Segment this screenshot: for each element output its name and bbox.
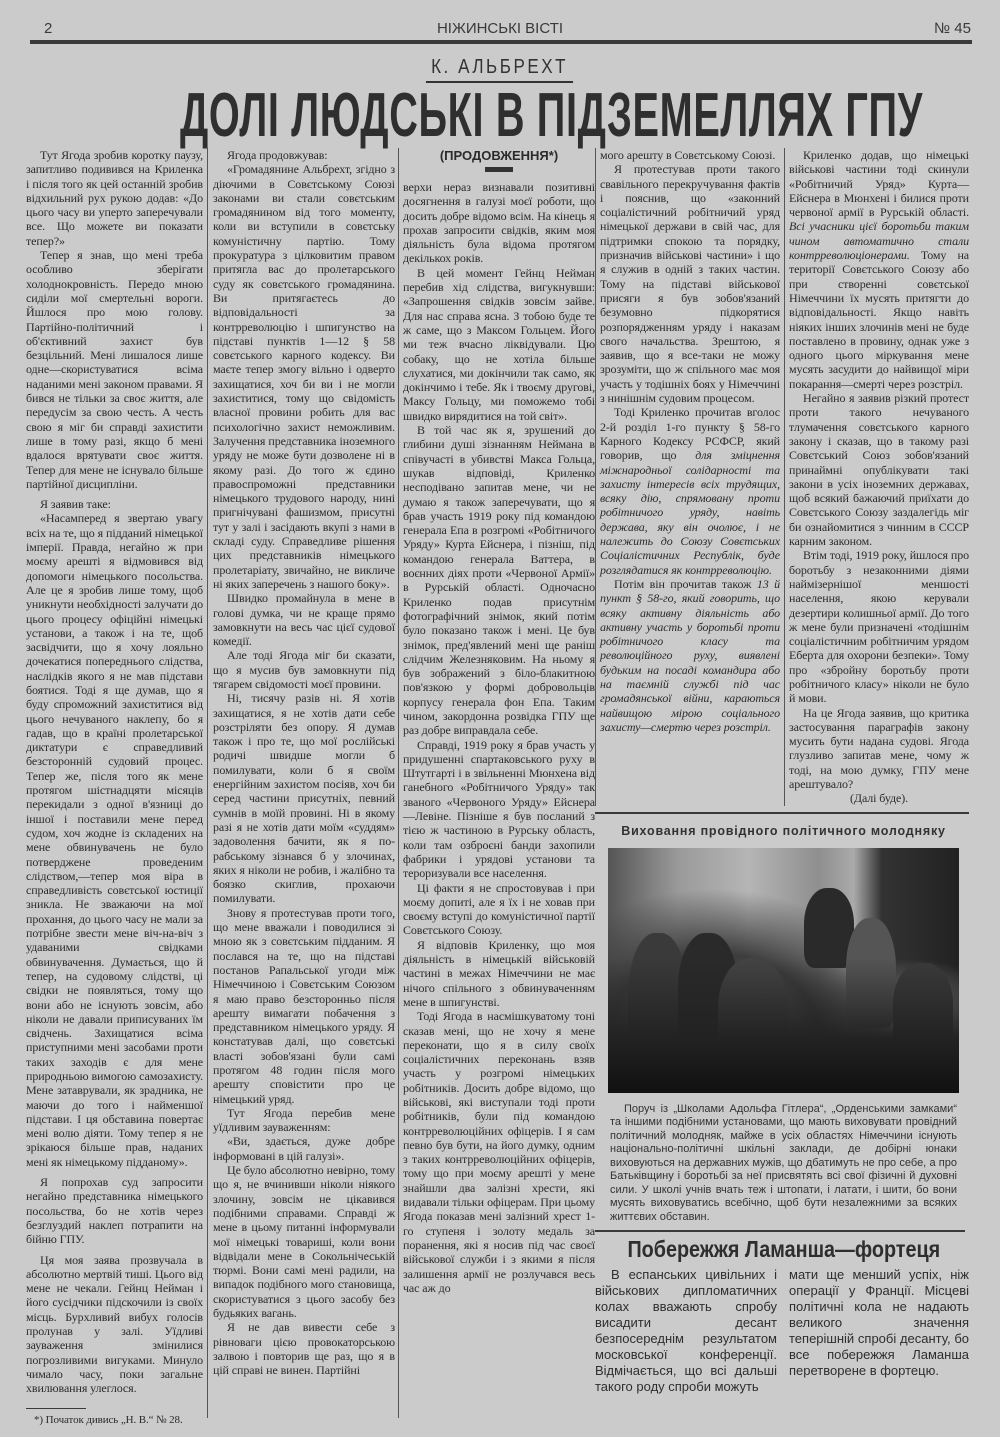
news-photo xyxy=(608,848,959,1093)
to-be-continued: (Далі буде). xyxy=(849,791,909,806)
second-headline-wrap xyxy=(595,1236,972,1263)
column-3 xyxy=(403,180,595,1295)
emphasis: Всі учасники цієї боротьби таким чином автоматично стали контрреволюціонерами. xyxy=(789,219,969,263)
text: Потім він прочитав також xyxy=(614,576,757,591)
paragraph: верхи нераз визнавали позитивні досягнення в галузі моєї роботи, що досить добре відомо всім. На кінець я прохав запросити свідків, яким моя діяльність була відома протягом декількох років. xyxy=(403,180,595,266)
newspaper-name: НІЖИНСЬКІ ВІСТІ xyxy=(436,20,564,37)
paragraph: Тепер я знав, що мені треба особливо зберігати холоднокровність. Передо мною сиділи мої смертельні вороги. Йшлося про мою голову. Партійно-політичний і об'єктивний захист був безцільний. Мені лишалося лише одне—скористуватися всіма наданими мені законом правами. Я бився не тільки за своє життя, але передусім за свою честь. А честь свою я міг би справді захистити лише в тому разі, якщо б мені вдалося врятувати своє життя. Тепер для мене не існувало більше партійної дисципліни. xyxy=(26,248,203,491)
photo-title: Виховання провідного політичного молодняку xyxy=(621,823,946,838)
article-title: ДОЛІ ЛЮДСЬКІ В ПІДЗЕМЕЛЛЯХ ГПУ xyxy=(180,81,923,150)
header-rule xyxy=(30,40,972,44)
paragraph: «Громадянине Альбрехт, згідно з діючими в Совєтському Союзі законами ви стали совєтським громадянином від того моменту, коли ви вступили в совєтську комуністичну партію. Тому прокуратура з цілковитим правом притягла вас до пролетарського суду як совєтського громадянина. Ви притягаєтесь до відповідальності за контрреволюцію і шпигунство на підставі пунктів 1—12 § 58 совєтського карного кодексу. Ви маєте тепер змогу вільно і одверто захищатися, хоч би ви і не могли захиститися, тому що свідомість власної провини робить для вас психологічно захист неможливим. Залучення представника іноземного уряду не може бути дозволене ні в якому разі. До того ж єдино правоспроможні представники німецького трудового народу, нині пригнічувані фашизмом, присутні тут у залі і засідають вкупі з нами в складі суду. Справедливе рішення цих представників німецького пролетаріату, звичайно, не викличе ні яких заперечень з нашого боку». xyxy=(213,162,395,591)
paragraph: Це було абсолютно невірно, тому що я, не вчинивши ніколи ніякого злочину, зовсім не цікавився подібними справами. Справді ж мене в цьому питанні інформували мої німецькі товариші, коли вони відвідали мене в Сокольнічеській тюрмі. Вони самі мені радили, на випадок подібного мого становища, скористуватися з цього засобу без будьяких вагань. xyxy=(213,1163,395,1321)
paragraph: Знову я протестував проти того, що мене вважали і поводилися зі мною як з совєтським підданим. Я послався на те, що на підставі постанов Рапальської угоди між Німеччиною і Совєтським Союзом я маю право безсторонньо після арешту вимагати побачення з представником німецького уряду. Я констатував далі, що совєтські власті зобов'язані були самі протягом 48 годин після мого арешту сповістити про це німецький уряд. xyxy=(213,905,395,1106)
column-3-wrap xyxy=(398,148,595,1418)
photo-caption: Поруч із „Школами Адольфа Гітлера“, „Орденськими замками“ та іншими подібними установами, що мають виховувати провідний політичний молодняк, майже в усіх областях Німеччини існують національно-політичні шкільні заклади, де добірні юнаки виховуються на державних мужів, що дбатимуть не про себе, а про Батьківщину і боротьбі за неї присвятять всі свої фізичні й духовні сили. У школі учнів вчать теж і штопати, і латати, і шити, бо вони мусять виховуватись всебічно, щоб бути незалежними за всяких життєвих обставин. xyxy=(610,1102,957,1223)
paragraph: Тут Ягода зробив коротку паузу, запитливо подивився на Криленка і після того як цей останній зробив відхильний рух рукою додав: «До цього часу ви уперто заперечували все. Що можете ви показати тепер?» xyxy=(26,148,203,248)
byline xyxy=(0,56,1000,83)
column-4 xyxy=(595,148,784,806)
columns-4-5 xyxy=(595,148,972,806)
paragraph: Я попрохав суд запросити негайно представника німецького посольства, бо не хотів через безглуздий наклеп потрапити на бійню ГПУ. xyxy=(26,1175,203,1247)
issue-number: № 45 xyxy=(934,20,971,37)
paragraph: Я відповів Криленку, що моя діяльність в німецькій військовій частині в межах Німеччини не має нічого спільного з обвинуваченням мене в шпигунстві. xyxy=(403,937,595,1009)
right-section xyxy=(595,148,972,1395)
page-number: 2 xyxy=(44,20,53,37)
text: Тоді Криленко прочитав вголос 2-й розділ 1-го пункту § 58-го Карного Кодексу РСФСР, який говорив, що xyxy=(600,405,780,463)
paragraph: Ні, тисячу разів ні. Я хотів захищатися, я не хотів дати себе розстріляти без опору. Я думав також і про те, що мої рослійські родичі швидше могли б помилувати, коли б я своїм енергійним захистом посіяв, хоч би серед частини присутніх, певний сумнів в моїй провині. Ні в якому разі я не хотів дати моїм «суддям» задоволення бачити, як я по-рабському зізнався б у злочинах, яких я ніколи не робив, і жалібно та боязко скиглив, прохаючи помилувати. xyxy=(213,691,395,906)
quoted-law: 13 й пункт § 58-го, який говорить, що всяку активну діяльність або активну участь у боротьбі проти робітничого класу та революційного руху, виявлені будьким на посаді командира або на таємній службі під час громадянської війни, караються найвищою мірою соціального захисту—смертю через розстріл. xyxy=(600,576,780,734)
continued-label: (ПРОДОВЖЕННЯ*) xyxy=(439,148,559,163)
paragraph: Я заявив таке: xyxy=(40,497,111,512)
paragraph xyxy=(600,577,780,734)
paragraph: Але тоді Ягода міг би сказати, що я мусив був замовкнути під тягарем свідомості моєї провини. xyxy=(213,648,395,691)
section-rule xyxy=(595,1230,965,1232)
author: К. АЛЬБРЕХТ xyxy=(426,56,573,83)
ornament xyxy=(485,167,513,172)
paragraph: Негайно я заявив різкий протест проти такого нечуваного тлумачення совєтського карного закону і сказав, що в такому разі Совєтський Союз зобов'язаний принаймні опублікувати такі закони в усіх іноземних державах, щоб всякий бажаючий приїхати до Совєтського Союзу заздалегідь міг би ознайомитися з чинним в СССР карним законом. xyxy=(789,391,969,549)
paragraph: Я не дав вивести себе з рівноваги цією провокаторською залвою і повторив ще раз, що я в цій справі не винен. Партійні xyxy=(213,1320,395,1378)
paragraph: Ця моя заява прозвучала в абсолютно мертвій тиші. Цього від мене не чекали. Гейнц Нейман і його сусідчики підскочили із своїх місць. Бурхливий вибух голосів пролунав у залі. Уїдливі зауваження змінилися погрозливими вигуками. Минуло чимало часу, поки загальне хвилювання улеглося. xyxy=(26,1252,203,1396)
second-article-title: Побережжя Ламанша—фортеця xyxy=(627,1236,940,1263)
paragraph: Тоді Ягода в насмішкуватому тоні сказав мені, що не хочу я мене переконати, що я в силу своїх соціалістичних переконань взяв участь у розгромі німецьких робітників. Досить добре відомо, що військові, які виступали тоді проти робітників, були під командою контрреволюційних офіцерів. І я сам певно був бути, на його думку, одним з таких контрреволюційних офіцерів, тому що при моєму арешті у мене знайшли два залізні хрести, які видавали тільки офіцерам. При цьому Ягода показав мені залізний хрест 1-го ступеня і золоту медаль за поранення, які я носив під час своєї військової служби і з якими я після залишення армії не розлучався весь час аж до xyxy=(403,1009,595,1295)
footnote-rule xyxy=(26,1408,86,1409)
text: Тому на території Совєтського Союзу або при створенні совєтської Німеччини їх мусять притягти до відповідальності. Якщо навіть ніяких інших злочинів мені не буде поставлено в провину, однак уже з одного цього міркування мене мусять засудити до найвищої міри покарання—смерті через розстріл. xyxy=(789,248,969,391)
footnote: *) Початок дивись „Н. В.“ № 28. xyxy=(34,1413,183,1426)
paragraph: Втім тоді, 1919 року, йшлося про боротьбу з незаконними діями наймізернішої меншості населення, якою керували дезертири колишньої армії. До того ж мене були призначені «тодішнім соціалістичним робітничим урядом Еберта для охорони безпеки». Тому про «збройну боротьбу проти робітничого класу» ніколи не було й мови. xyxy=(789,548,969,706)
paragraph: Швидко промайнула в мене в голові думка, чи не краще прямо замовкнути на весь час цієї судової комедії. xyxy=(213,591,395,649)
paragraph: В цей момент Гейнц Нейман перебив хід слідства, вигукнувши: «Запрошення свідків зовсім зайве. Для нас справа ясна. З тобою буде те ж саме, що з Максом Гольцем. Його ми теж вчасно ліквідували. Цю собаку, що не хотіла більше слухатися, ми докінчили так само, як докінчимо і тебе. Як і твоєму другові, Максу Гольцу, ми поможемо тобі швидко вирядитися на той світ». xyxy=(403,265,595,423)
second-article-col2: мати ще менший успіх, ніж операції у Франції. Місцеві політичні кола не надають великого значення теперішній спробі десанту, бо все побережжя Ламанша перетворене в фортецю. xyxy=(789,1267,969,1379)
text: Криленко додав, що німецькі військові частини тоді скинули «Робітничий Уряд» Курта—Ейснера в Мюнхені і билися проти червоної армії в Рурській області. xyxy=(789,148,969,220)
second-article-body xyxy=(595,1267,972,1395)
section-rule xyxy=(595,812,969,814)
paragraph: Я протестував проти такого свавільного перекручування фактів і пояснив, що «законний соціалістичний робітничий уряд німецької держави в свій час, для підтримки спокою та порядку, призначив військові частини» і що я служив в одній з таких частин. Тому на підставі військової присяги я був зобов'язаний безумовно підкорятися розпорядженням уряду і наказам свого начальства. Зрештою, я заявив, що я все-таки не можу зрозуміти, що ж спільного має моя участь у тодішніх боях у Німеччині з нинішнім судовим процесом. xyxy=(600,162,780,406)
paragraph xyxy=(789,148,969,391)
paragraph: «Насамперед я звертаю увагу всіх на те, що я підданий німецької імперії. Правда, негайно ж при моєму арешті я відмовився від допомоги німецького посольства. Але це я зробив лише тому, щоб уникнути необхідності залучати до цього процесу офіційні німецькі установи, а також і на те, щоб засвідчити, що я хочу лояльно дочекатися попереднього слідства, наслідків якого я не мав підстави боятися. Тоді я ще думав, що я буду спроможний захиститися від цього нечуваного наклепу, бо я гадав, що в країні пролетарської диктатури є справедливий безсторонній судовий процес. Тепер же, після того як мене протягом шістнадцяти місяців перекидали з одної в'язниці до іншої і поставили мене перед судом, хоч жодне із складених на мене обвинувачень не було потверджене проведеним слідством,—тепер моя віра в справедливість совєтської юстиції зникла. Не зважаючи на мої прохання, до цього часу не мали за потрібне звести мене віч-на-віч з удаваними свідками обвинувачення. Думається, що й тепер, на судовому слідстві, ці свідки не появляться, тому що вони або не існують зовсім, або ніколи не давали приписуваних їм свідчень. Захищатися всіма приступними мені засобами проти таких заходів є для мене природньою вимогою самозахисту. Мене затаврували, як зрадника, не маючи до того і найменшої підстави. І ця обставина повертає мені волю діяти. Тому тепер я не зрікаюся більше прав, наданих мені як німецькому підданому». xyxy=(26,511,203,1169)
paragraph xyxy=(600,405,780,577)
headline-wrap xyxy=(0,80,1000,151)
paragraph: Справді, 1919 року я брав участь у придушенні спартаковського руху в Штутгарті і в звільненні Мюнхена від ганебного «Робітничого Уряду» так званого «Червоного Уряду» Ейснера—Левіне. Пізніше я був посланий з тією ж частиною в Рурську область, коли там озброєні банди захопили фабрики і урядові установи та тероризували все населення. xyxy=(403,737,595,881)
paragraph: Ягода продовжував: xyxy=(227,148,328,162)
paragraph: Ці факти я не спростовував і при моєму допиті, але я їх і не ховав при своєму вступі до комуністичної партії Совєтського Союзу. xyxy=(403,880,595,938)
column-2 xyxy=(207,148,395,1418)
second-article-col1: В еспанських цивільних і військових дипломатичних колах вважають спробу висадити десант безпосереднім результатом московської конференції. Відмічається, що всі дальші такого роду спроби можуть xyxy=(595,1267,777,1395)
paragraph: Тут Ягода перебив мене уїдливим зауваженням: xyxy=(213,1105,395,1135)
quoted-law: для зміцнення міжнародньої солідарності та захисту інтересів всіх трудящих, всяку дію, спрямовану проти робітничого уряду, навіть держава, яку він очолює, і не належить до Союзу Совєтських Соціалістичних Республік, буде розглядатися як контрреволюцію. xyxy=(600,448,780,577)
paragraph: «Ви, здається, дуже добре інформовані в цій галузі». xyxy=(213,1134,395,1163)
column-1 xyxy=(26,148,203,1427)
paragraph: мого арешту в Совєтському Союзі. xyxy=(600,148,776,162)
paragraph: В той час як я, зрушений до глибини душі зізнанням Неймана в співучасті в убивстві Макса Гольца, шукав відповіді, Криленко несподівано запитав мене, чи не думаю я також заперечувати, що я брав участь 1919 року під командою генерала Епа в розгромі «Робітничого Уряду» Курта Ейснера, і пізніш, під командою генерала Ваттера, в воєнних діях проти «Червоної Армії» в Рурській області. Одночасно Криленко подав присутнім фотографічний знімок, який потім було показано також і мені. Це був знімок, пред'явлений мені ще раніш слідчим Железняковим. На ньому я був зображений з біло-блакитною пов'язкою у формі добровольців корпусу генерала фон Епа. Таким чином, закордонна розвідка ГПУ ще раз добре виправдала себе. xyxy=(403,423,595,738)
column-5 xyxy=(784,148,969,806)
paragraph: На це Ягода заявив, що критика застосування параграфів закону мусить бути надана судові. Ягода глузливо запитав мене, чому ж тоді, на мою думку, ГПУ мене арештувало? xyxy=(789,705,969,792)
